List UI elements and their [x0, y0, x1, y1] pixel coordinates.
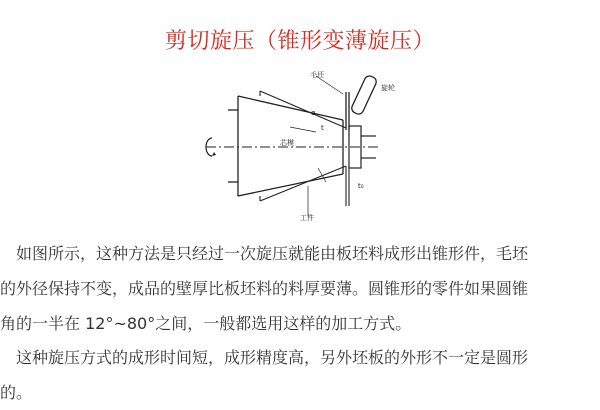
thickness-label: t: [321, 124, 324, 132]
paragraph-2: [0, 340, 600, 410]
blank-label: 毛坯: [310, 71, 324, 79]
angle-label: α: [311, 109, 316, 117]
initial-thickness-label: t₀: [358, 182, 364, 190]
shear-spinning-diagram: [198, 70, 404, 222]
page-title: 剪切旋压（锥形变薄旋压）: [164, 29, 435, 54]
blank-plate: [346, 92, 349, 130]
roller: [350, 74, 378, 115]
paragraph-line: 这种旋压方式的成形时间短，成形精度高，另外坯板的外形不一定是圆形: [16, 348, 529, 367]
roller-label: 旋轮: [381, 84, 395, 92]
workpiece-label: 工件: [300, 214, 314, 222]
mandrel-label: 芯模: [280, 139, 294, 147]
paragraph-line: 如图所示，这种方法是只经过一次旋压就能由板坯料成形出锥形件，毛坯: [16, 244, 529, 263]
paragraph-line: 的。: [0, 383, 33, 402]
paragraph-1: [0, 236, 600, 341]
paragraph-line: 角的一半在 12°~80°之间，一般都选用这样的加工方式。: [0, 314, 412, 333]
paragraph-line: 的外径保持不变，成品的壁厚比板坯料的料厚要薄。圆锥形的零件如果圆锥: [0, 279, 529, 298]
